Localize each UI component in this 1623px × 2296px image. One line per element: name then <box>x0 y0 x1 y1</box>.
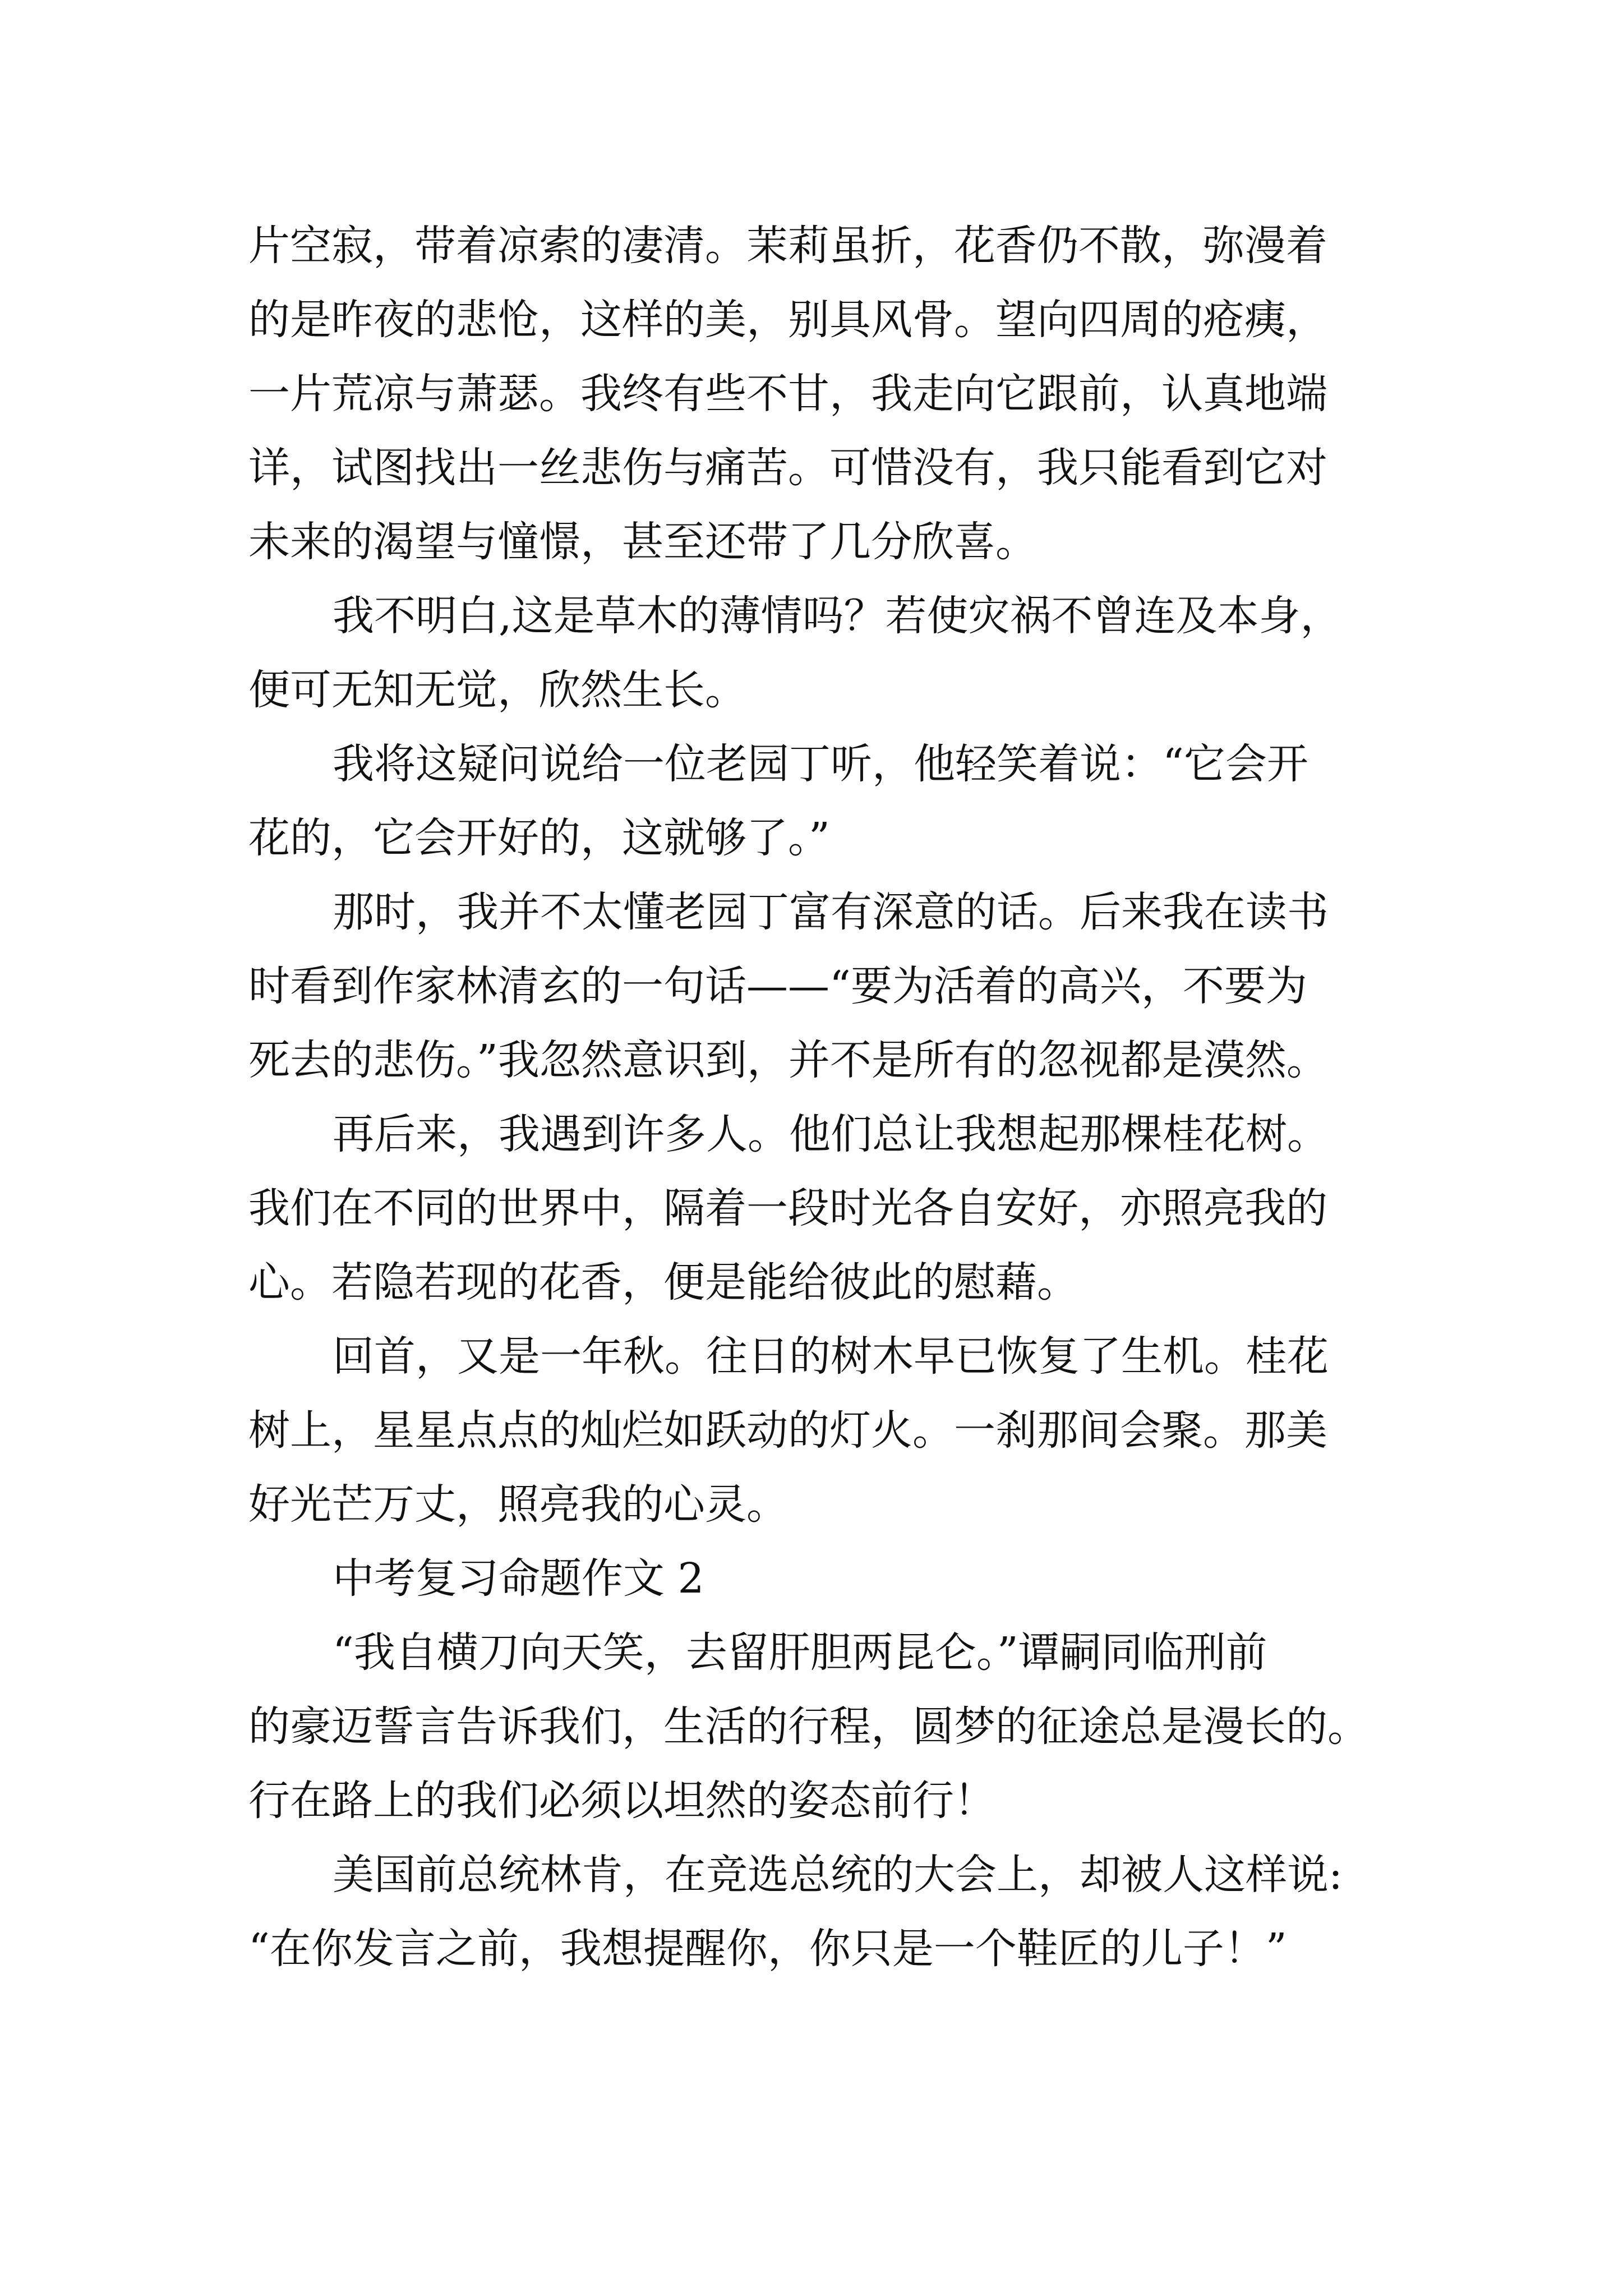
text-line: 片空寂，带着凉索的凄清。茉莉虽折，花香仍不散，弥漫着 <box>248 222 1327 270</box>
text-line: “我自横刀向天笑，去留肝胆两昆仑。”谭嗣同临刑前 <box>333 1628 1267 1677</box>
text-line: “在你发言之前，我想提醒你，你只是一个鞋匠的儿子！” <box>248 1925 1287 1973</box>
text-line: 树上，星星点点的灿烂如跃动的灯火。一刹那间会聚。那美 <box>248 1406 1327 1455</box>
text-line: 一片荒凉与萧瑟。我终有些不甘，我走向它跟前，认真地端 <box>248 370 1327 418</box>
text-line: 花的，它会开好的，这就够了。” <box>248 814 830 862</box>
text-line: 回首，又是一年秋。往日的树木早已恢复了生机。桂花 <box>333 1332 1329 1381</box>
text-line: 我不明白,这是草木的薄情吗？若使灾祸不曾连及本身， <box>333 592 1342 640</box>
text-line: 心。若隐若现的花香，便是能给彼此的慰藉。 <box>248 1258 1078 1306</box>
paragraph-7 <box>248 1616 1393 1838</box>
section-heading: 中考复习命题作文 2 <box>333 1554 704 1603</box>
text-line: 的是昨夜的悲怆，这样的美，别具风骨。望向四周的疮痍， <box>248 296 1327 344</box>
paragraph-6 <box>248 1319 1393 1542</box>
text-line: 我们在不同的世界中，隔着一段时光各自安好，亦照亮我的 <box>248 1184 1327 1232</box>
text-line: 好光芒万丈，照亮我的心灵。 <box>248 1480 788 1529</box>
text-line: 详，试图找出一丝悲伤与痛苦。可惜没有，我只能看到它对 <box>248 444 1327 492</box>
document-body <box>248 209 1393 1986</box>
text-line: 那时，我并不太懂老园丁富有深意的话。后来我在读书 <box>333 888 1329 936</box>
text-line: 行在路上的我们必须以坦然的姿态前行！ <box>248 1777 995 1825</box>
text-line: 时看到作家林清玄的一句话——“要为活着的高兴，不要为 <box>248 962 1307 1010</box>
text-line: 我将这疑问说给一位老园丁听，他轻笑着说：“它会开 <box>333 740 1308 788</box>
paragraph-1 <box>248 209 1393 579</box>
paragraph-2 <box>248 579 1393 727</box>
paragraph-8 <box>248 1838 1393 1986</box>
text-line: 再后来，我遇到许多人。他们总让我想起那棵桂花树。 <box>333 1110 1329 1158</box>
text-line: 未来的渴望与憧憬，甚至还带了几分欣喜。 <box>248 518 1037 566</box>
text-line: 的豪迈誓言告诉我们，生活的行程，圆梦的征途总是漫长的。 <box>248 1703 1369 1751</box>
paragraph-5 <box>248 1097 1393 1319</box>
paragraph-3 <box>248 727 1393 875</box>
text-line: 死去的悲伤。”我忽然意识到，并不是所有的忽视都是漠然。 <box>248 1036 1328 1084</box>
text-line: 美国前总统林肯，在竞选总统的大会上，却被人这样说: <box>333 1851 1343 1899</box>
paragraph-4 <box>248 875 1393 1097</box>
text-line: 便可无知无觉，欣然生长。 <box>248 666 746 714</box>
